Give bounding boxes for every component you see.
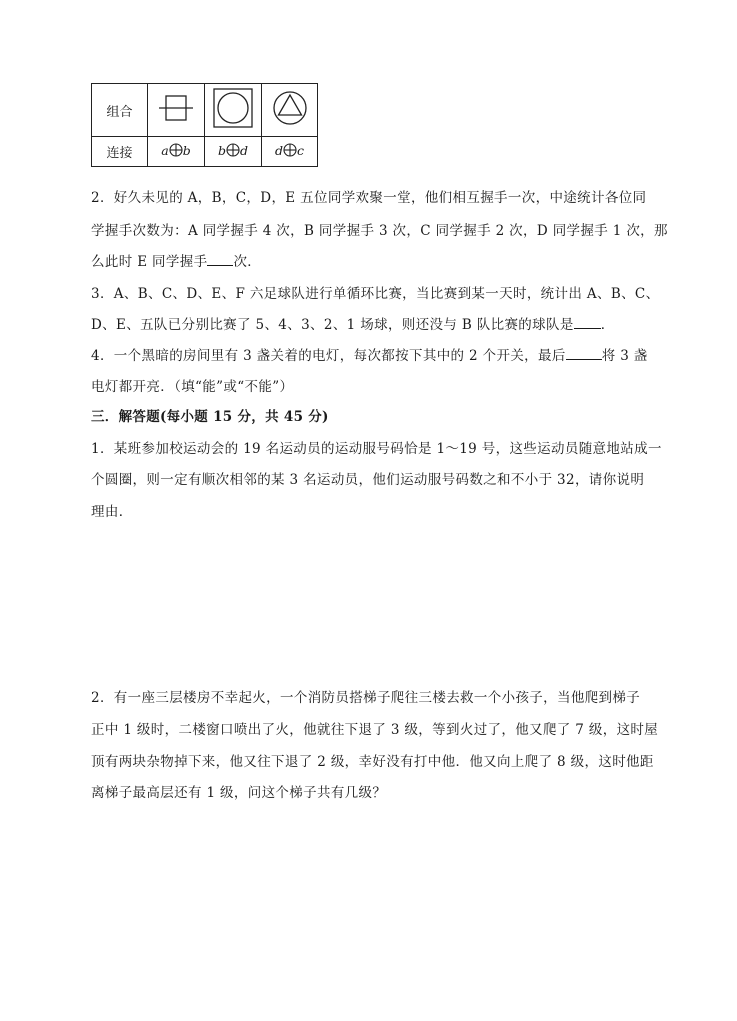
question-3-text-after-blank: ． <box>600 317 615 333</box>
row-label-connection: 连接 <box>92 137 148 167</box>
question-2-line-2: 学握手次数为：A 同学握手 4 次，B 同学握手 3 次，C 同学握手 2 次，D 同学握手 1 次，那 <box>91 223 668 239</box>
table-cell <box>205 137 262 167</box>
problem-2-line-4: 离梯子最高层还有 1 级，问这个梯子共有几级？ <box>91 785 387 801</box>
section-heading: 三．解答题(每小题 15 分，共 45 分) <box>91 409 329 425</box>
table-row <box>92 137 318 167</box>
answer-blank <box>207 253 233 266</box>
problem-1-line-1: 1．某班参加校运动会的 19 名运动员的运动服号码恰是 1～19 号，这些运动员随意地站成一 <box>91 441 662 457</box>
table-cell <box>262 84 318 137</box>
problem-2-line-1: 2．有一座三层楼房不幸起火，一个消防员搭梯子爬往三楼去救一个小孩子，当他爬到梯子 <box>91 690 641 706</box>
problem-1-line-3: 理由． <box>91 504 133 520</box>
square-with-horizontal-line-icon <box>156 91 196 125</box>
problem-2-line-2: 正中 1 级时，二楼窗口喷出了火，他就往下退了 3 级，等到火过了，他又爬了 7 级，这时屋 <box>91 722 659 738</box>
combination-table <box>91 83 318 167</box>
question-4-line-2: 电灯都开亮．（填“能”或“不能”） <box>91 379 294 395</box>
problem-1-line-2: 个圆圈，则一定有顺次相邻的某 3 名运动员，他们运动服号码数之和不小于 32，请你说明 <box>91 472 645 488</box>
circled-plus-icon <box>226 143 240 160</box>
table-cell <box>148 84 205 137</box>
question-4-text-after-blank: 将 3 盏 <box>601 348 648 364</box>
table-cell <box>205 84 262 137</box>
connection-formula: d c <box>274 143 305 158</box>
circle-in-square-icon <box>211 86 255 130</box>
question-4-text-before-blank: 4．一个黑暗的房间里有 3 盏关着的电灯，每次都按下其中的 2 个开关，最后 <box>91 348 566 364</box>
question-2-line-1: 2．好久未见的 A，B，C，D，E 五位同学欢聚一堂，他们相互握手一次，中途统计各位同 <box>91 190 647 206</box>
answer-blank <box>566 347 602 360</box>
circled-plus-icon <box>283 143 297 160</box>
question-3-line-2 <box>91 313 615 333</box>
question-3-line-1: 3．A、B、C、D、E、F 六足球队进行单循环比赛，当比赛到某一天时，统计出 A、B、C、 <box>91 286 660 302</box>
problem-2-line-3: 顶有两块杂物掉下来，他又往下退了 2 级，幸好没有打中他．他又向上爬了 8 级，这时他距 <box>91 754 654 770</box>
connection-formula: a b <box>161 143 191 158</box>
question-3-text-before-blank: D、E、五队已分别比赛了 5、4、3、2、1 场球，则还没与 B 队比赛的球队是 <box>91 317 574 333</box>
question-2-text-before-blank: 么此时 E 同学握手 <box>91 254 208 270</box>
connection-formula: b d <box>217 143 249 158</box>
answer-blank <box>574 316 601 329</box>
question-2-line-3 <box>91 250 261 270</box>
table-cell <box>148 137 205 167</box>
question-4-line-1 <box>91 344 648 364</box>
triangle-in-circle-icon <box>270 88 310 128</box>
table-cell <box>262 137 318 167</box>
question-2-text-after-blank: 次． <box>233 254 262 270</box>
circled-plus-icon <box>169 143 183 160</box>
table-row <box>92 84 318 137</box>
row-label-combination: 组合 <box>92 84 148 137</box>
